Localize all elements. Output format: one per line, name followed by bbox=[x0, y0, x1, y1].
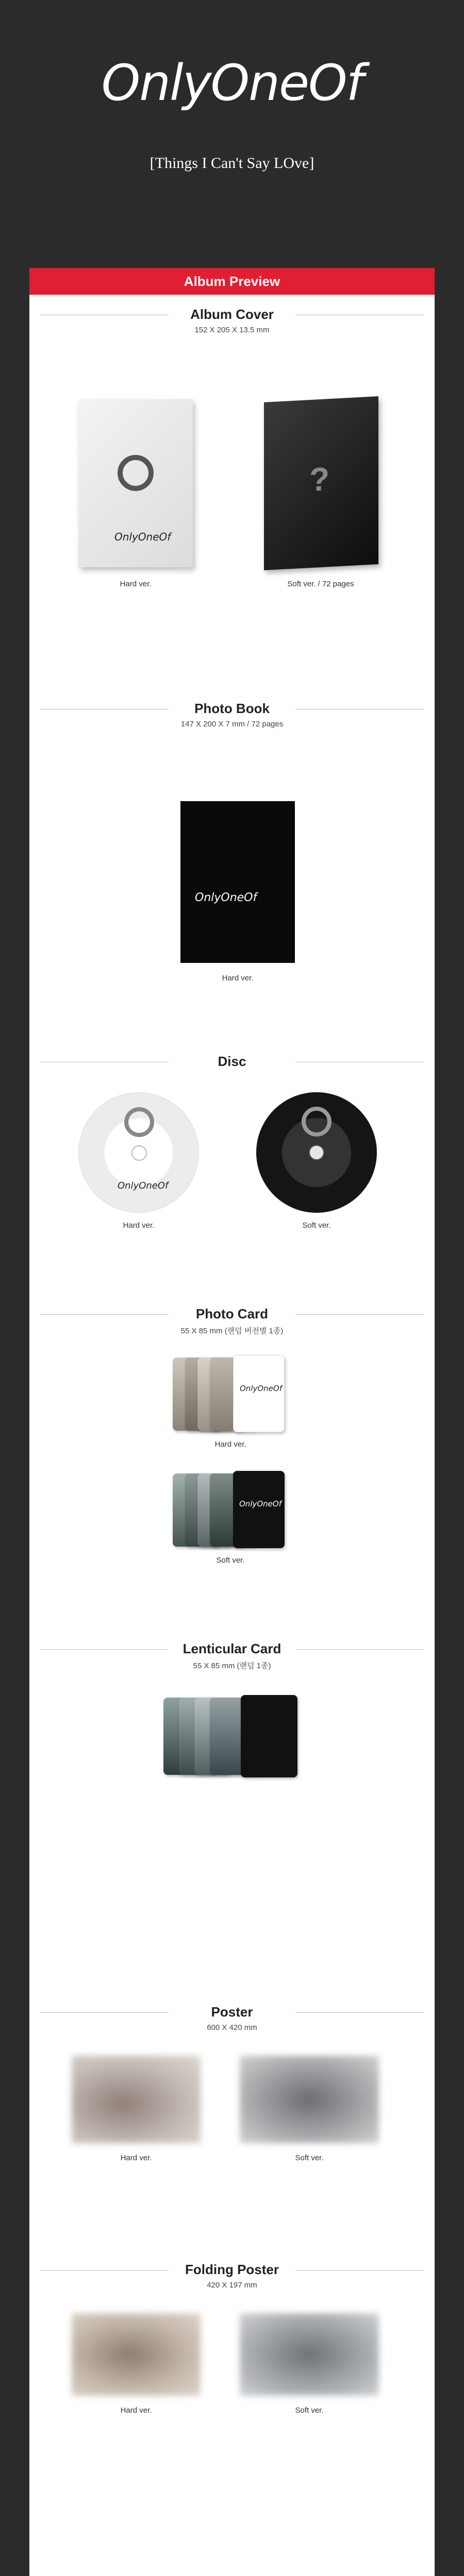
section-title: Disc bbox=[211, 1054, 254, 1070]
section-dimensions: 420 X 197 mm bbox=[207, 2281, 257, 2290]
caption-hard: Hard ver. bbox=[120, 580, 152, 588]
caption-hard: Hard ver. bbox=[214, 1440, 246, 1449]
caption-hard: Hard ver. bbox=[222, 974, 254, 982]
album-subtitle: [Things I Can't Say LOve] bbox=[150, 155, 314, 172]
section-title: Lenticular Card bbox=[176, 1641, 289, 1657]
caption-soft: Soft ver. bbox=[295, 2154, 324, 2162]
divider bbox=[295, 2012, 424, 2013]
photo-book-image bbox=[180, 801, 295, 963]
photo-book-logo: OnlyOneOf bbox=[195, 891, 257, 904]
caption-soft: Soft ver. bbox=[216, 1556, 245, 1565]
section-dimensions: 600 X 420 mm bbox=[207, 2023, 257, 2032]
section-dimensions: 55 X 85 mm (랜덤 1종) bbox=[193, 1662, 271, 1670]
disc-hole bbox=[309, 1145, 324, 1160]
caption-soft: Soft ver. / 72 pages bbox=[287, 580, 354, 588]
caption-hard: Hard ver. bbox=[120, 2154, 152, 2162]
ring-logo-icon bbox=[124, 1107, 154, 1137]
section-title: Poster bbox=[204, 2004, 260, 2020]
section-folding-poster bbox=[29, 2262, 435, 2290]
disc-logo: OnlyOneOf bbox=[118, 1180, 169, 1191]
ring-logo-icon bbox=[302, 1107, 332, 1137]
logo-text: OnlyOneOf bbox=[101, 54, 363, 112]
album-cover-hard bbox=[78, 399, 193, 567]
caption-soft: Soft ver. bbox=[295, 2406, 324, 2415]
caption-soft: Soft ver. bbox=[302, 1221, 331, 1230]
section-title: Photo Card bbox=[189, 1306, 275, 1322]
album-preview-panel bbox=[29, 268, 435, 2576]
section-disc bbox=[29, 1054, 435, 1070]
divider bbox=[40, 1649, 169, 1650]
section-title: Folding Poster bbox=[178, 2262, 286, 2278]
disc-hole bbox=[131, 1145, 147, 1161]
poster-soft-image bbox=[240, 2056, 379, 2143]
caption-hard: Hard ver. bbox=[120, 2406, 152, 2415]
photo-card-logo: OnlyOneOf bbox=[239, 1499, 281, 1509]
folding-poster-soft-image bbox=[240, 2313, 379, 2396]
section-photo-card bbox=[29, 1306, 435, 1336]
divider bbox=[40, 1314, 169, 1315]
section-title: Album Cover bbox=[183, 307, 281, 323]
caption-hard: Hard ver. bbox=[123, 1221, 155, 1230]
ring-logo-icon bbox=[118, 455, 154, 491]
section-dimensions: 147 X 200 X 7 mm / 72 pages bbox=[180, 720, 284, 728]
question-mark-icon: ? bbox=[309, 460, 330, 499]
section-dimensions: 152 X 205 X 13.5 mm bbox=[194, 326, 270, 334]
disc-hard bbox=[78, 1092, 199, 1213]
brand-logo bbox=[0, 54, 464, 112]
section-title: Photo Book bbox=[187, 701, 277, 717]
section-dimensions: 55 X 85 mm (랜덤 버전별 1종) bbox=[180, 1327, 284, 1335]
lenticular-card-front bbox=[241, 1695, 297, 1777]
divider bbox=[40, 2012, 169, 2013]
cover-logo: OnlyOneOf bbox=[114, 531, 171, 543]
divider bbox=[295, 1649, 424, 1650]
section-lenticular-card bbox=[29, 1641, 435, 1671]
section-album-cover bbox=[29, 307, 435, 334]
folding-poster-hard-image bbox=[72, 2313, 201, 2396]
album-cover-soft bbox=[264, 396, 378, 570]
album-preview-header: Album Preview bbox=[29, 268, 435, 295]
disc-soft bbox=[256, 1092, 377, 1213]
photo-card-logo: OnlyOneOf bbox=[240, 1384, 282, 1393]
section-photo-book bbox=[29, 701, 435, 728]
photo-card-front bbox=[233, 1355, 285, 1432]
poster-hard-image bbox=[72, 2056, 201, 2143]
section-poster bbox=[29, 2004, 435, 2032]
photo-card-front bbox=[233, 1471, 285, 1548]
divider bbox=[295, 1314, 424, 1315]
